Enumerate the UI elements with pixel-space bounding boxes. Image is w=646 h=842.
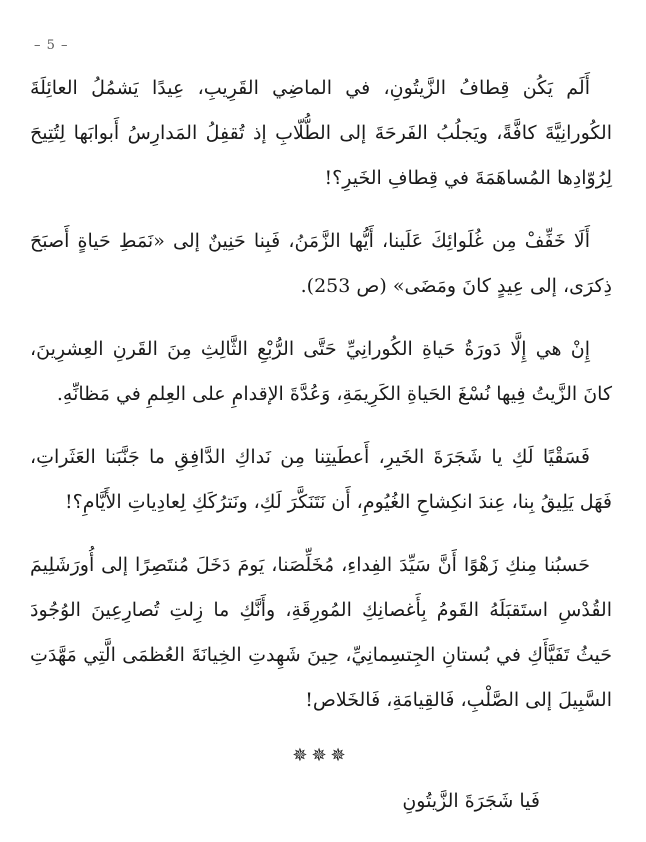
paragraph-4: فَسَقْيًا لَكِ يا شَجَرَةَ الخَيرِ، أَعطَيتِنا مِن نَداكِ الدَّافِقِ ما جَنَّبَنا العَثَراتِ، فَهَل يَلِيقُ بِنا، عِندَ انكِشاحِ الغُيُومِ، أَن نَتَنَكَّرَ لَكِ، ونَترُكَكِ لِعادِياتِ الأَيَّامِ؟! <box>30 446 612 513</box>
closing-line: فَيا شَجَرَةَ الزَّيتُونِ <box>402 790 540 812</box>
paragraph-2: أَلَا خَفِّفْ مِن غُلَوائِكَ عَلَينا، أَيُّها الزَّمَنُ، فَبِنا حَنِينٌ إلى «نَمَطِ حَياةٍ أَصبَحَ ذِكرَى، إلى عِيدٍ كانَ ومَضَى» (ص 253). <box>30 230 612 297</box>
paragraph-5: حَسبُنا مِنكِ زَهْوًا أَنَّ سَيِّدَ الفِداءِ، مُخَلِّصَنا، يَومَ دَخَلَ مُنتَصِرًا إلى أُورَشَلِيمَ القُدْسِ استَقبَلَهُ القَومُ بِأَغصانِكِ المُورِقَةِ، وأَنَّكِ ما زِلتِ تُصارِعِينَ الوُجُودَ حَيثُ تَفَيَّأَكِ في بُستانِ الجِتسِمانِيِّ، حِينَ شَهِدتِ الخِيانَةَ العُظمَى الَّتِي مَهَّدَتِ السَّبِيلَ إلى الصَّلْبِ، فَالقِيامَةِ، فَالخَلاص! <box>30 554 612 711</box>
article-body <box>30 66 612 842</box>
paragraph-1: أَلَم يَكُن قِطافُ الزَّيتُونِ، في الماضِي القَرِيبِ، عِيدًا يَشمُلُ العائِلَةَ الكُورانِيَّةَ كافَّةً، ويَجلُبُ الفَرحَةَ إلى الطُّلّابِ إذ تُقفِلُ المَدارِسُ أَبوابَها لِتُتِيحَ لِرُوّادِها المُساهَمَةَ في قِطافِ الخَيرِ؟! <box>30 77 612 189</box>
section-divider-ornament: ✵✵✵ <box>292 745 350 766</box>
paragraph-3: إِنْ هي إِلَّا دَورَةُ حَياةِ الكُورانِيِّ حَتَّى الرُّبْعِ الثَّالِثِ مِنَ القَرنِ العِشرِينَ، كانَ الزَّيتُ فِيها نُسْغَ الحَياةِ الكَرِيمَةِ، وَعُدَّةَ الإقدامِ على العِلمِ في مَظانِّهِ. <box>30 338 612 405</box>
page-number: – 5 – <box>34 38 69 53</box>
